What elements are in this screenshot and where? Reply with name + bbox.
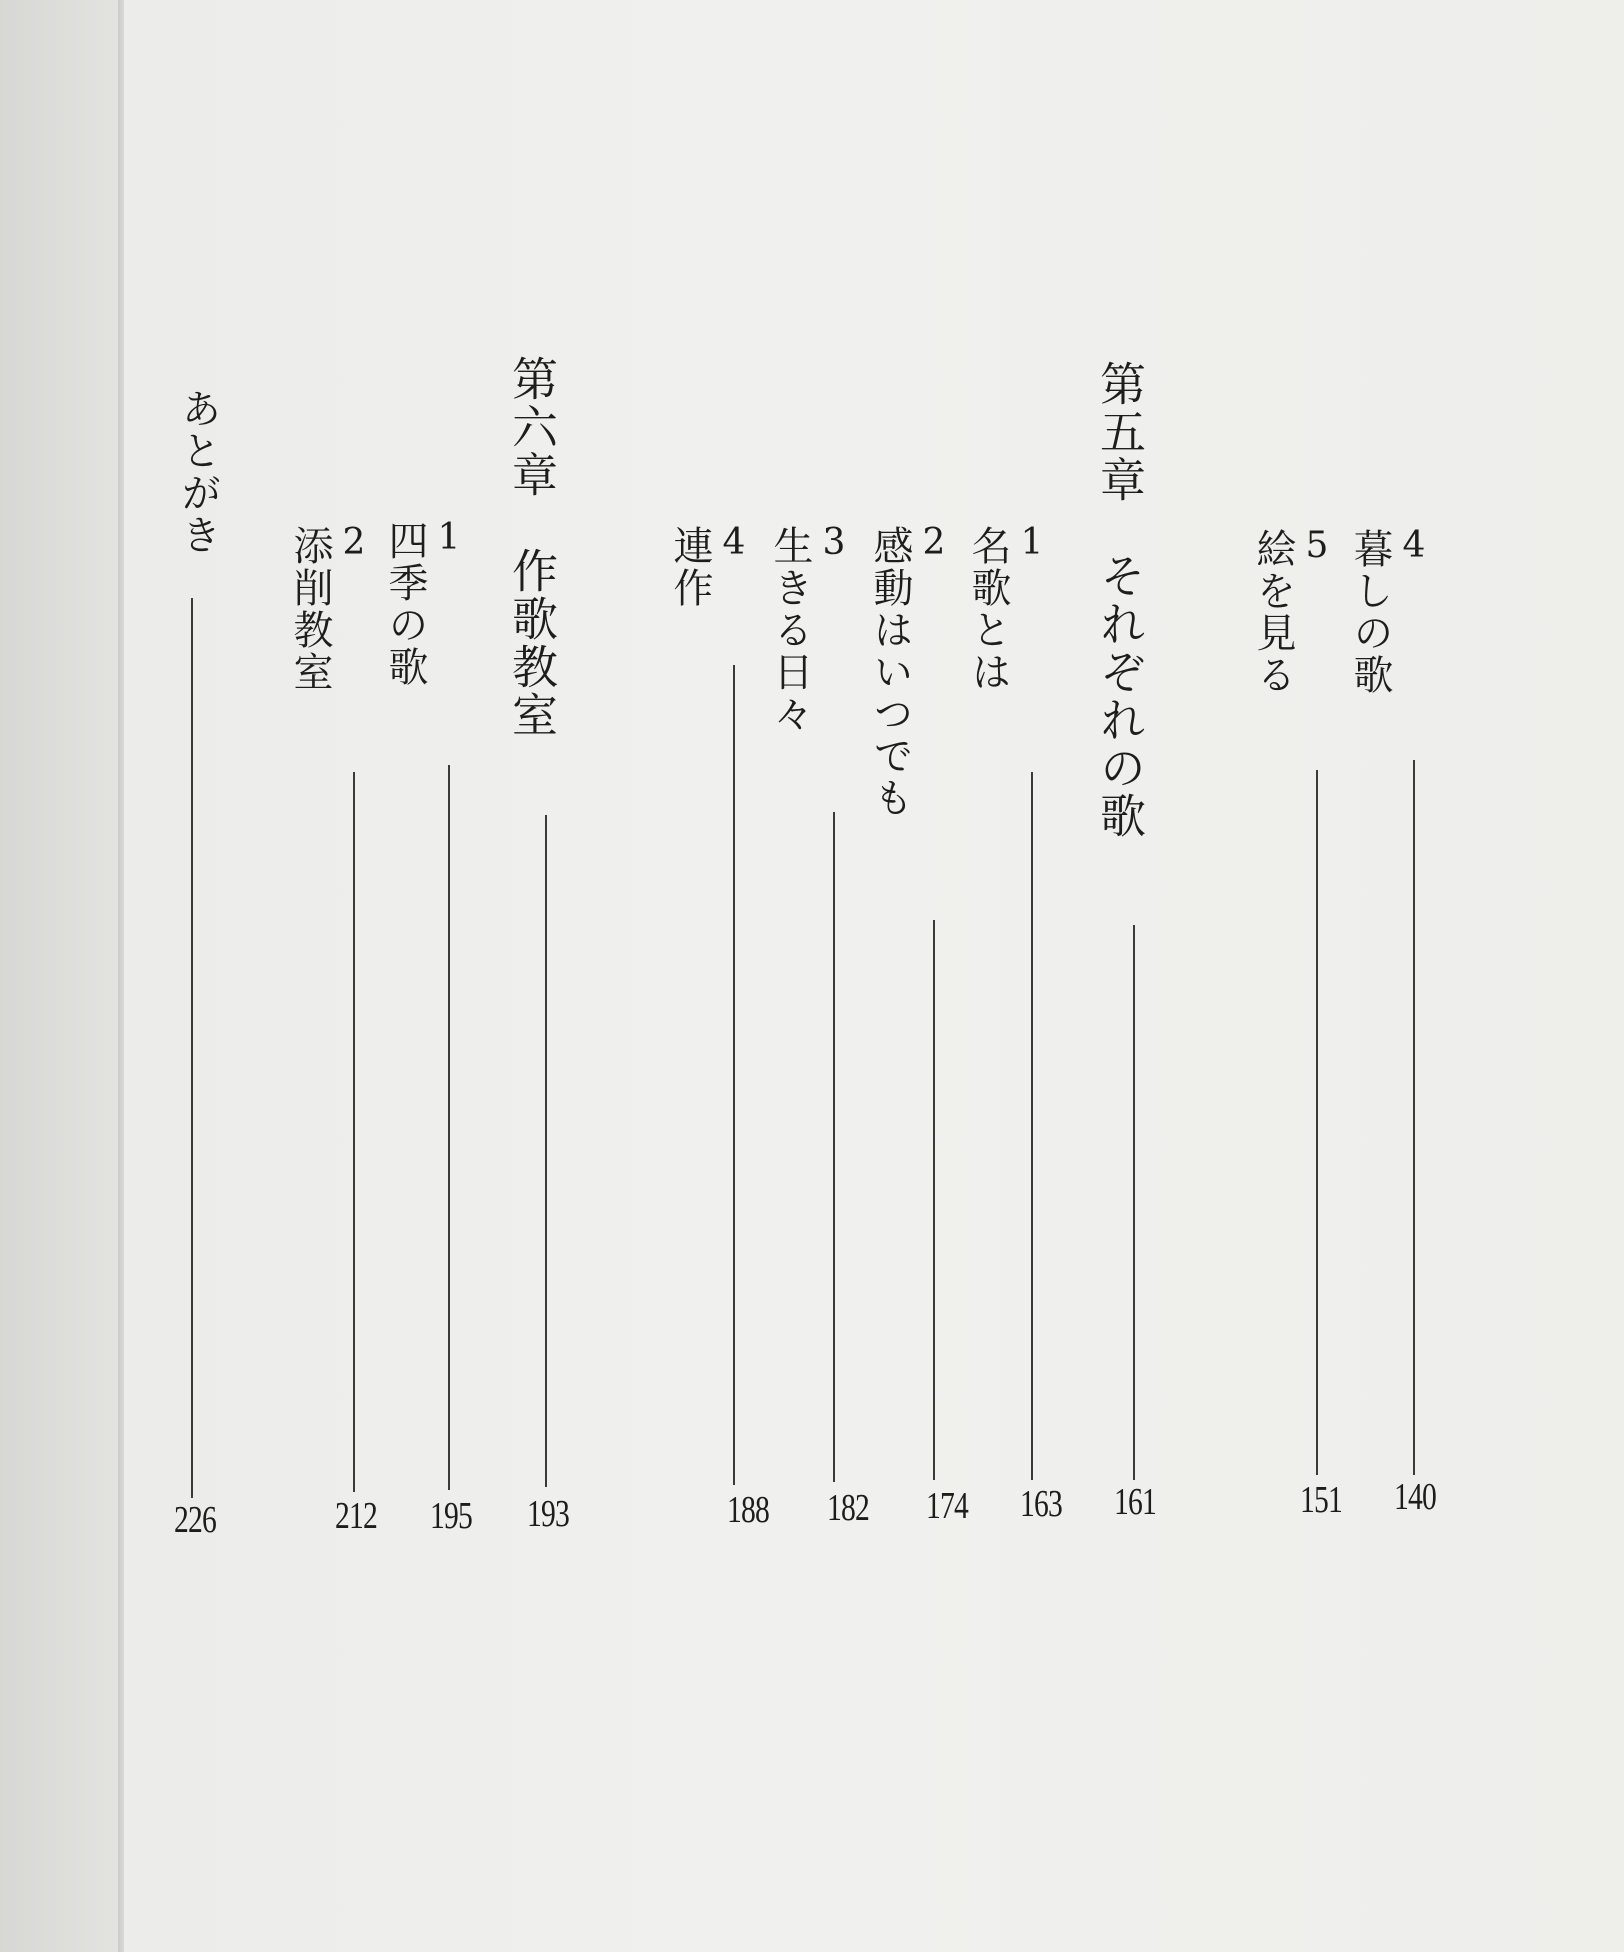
- toc-entry-title: 感動はいつでも: [867, 525, 913, 819]
- toc-page-number: 151: [1299, 1479, 1343, 1521]
- toc-page-number: 140: [1393, 1476, 1437, 1518]
- leader-line: [1031, 772, 1034, 1480]
- toc-page-number: 212: [334, 1495, 378, 1537]
- toc-page-number: 163: [1019, 1483, 1063, 1525]
- toc-entry-tensaku: [287, 522, 380, 693]
- leader-line: [353, 772, 356, 1492]
- toc-entry-number: 1: [437, 517, 463, 558]
- toc-page-number: 182: [826, 1487, 870, 1529]
- chapter-title: 第六章 作歌教室: [505, 355, 559, 739]
- leader-line: [833, 812, 836, 1482]
- toc-entry-kandou: [867, 522, 960, 819]
- toc-entry-shiki: [382, 517, 475, 688]
- toc-entry-number: 2: [922, 522, 948, 563]
- toc-entry-title: あとがき: [175, 388, 221, 556]
- toc-entry-title: 絵を見る: [1250, 528, 1296, 696]
- toc-entry-title: 暮しの歌: [1347, 528, 1393, 696]
- toc-entry-e-wo-miru: [1250, 525, 1343, 696]
- toc-entry-number: 3: [822, 522, 848, 563]
- toc-page-number: 226: [173, 1499, 217, 1541]
- toc-page-number: 174: [925, 1485, 969, 1527]
- toc-entry-title: 四季の歌: [382, 520, 428, 688]
- toc-entry-title: 添削教室: [287, 525, 333, 693]
- toc-entry-title: 生きる日々: [767, 525, 813, 735]
- toc-page-number: 161: [1113, 1481, 1157, 1523]
- leader-line: [1133, 925, 1136, 1480]
- chapter-heading-6: [505, 355, 559, 739]
- toc-entry-number: 2: [342, 522, 368, 563]
- toc-entry-number: 4: [1402, 525, 1428, 566]
- leader-line: [448, 765, 451, 1490]
- toc-entry-number: 4: [722, 522, 748, 563]
- toc-entry-title: 連作: [667, 525, 713, 609]
- toc-page-number: 188: [726, 1489, 770, 1531]
- chapter-heading-5: [1093, 360, 1147, 840]
- toc-page-number: 195: [429, 1495, 473, 1537]
- toc-entry-title: 名歌とは: [965, 525, 1011, 693]
- toc-entry-meika: [965, 522, 1058, 693]
- toc-entry-number: 5: [1305, 525, 1331, 566]
- leader-line: [733, 665, 736, 1485]
- toc-entry-kurashi: [1347, 525, 1440, 696]
- leader-line: [545, 815, 548, 1487]
- chapter-title: 第五章 それぞれの歌: [1093, 360, 1147, 840]
- toc-page-number: 193: [526, 1493, 570, 1535]
- toc-entry-number: 1: [1020, 522, 1046, 563]
- toc-entry-ikiru-hibi: [767, 522, 860, 735]
- leader-line: [1413, 760, 1416, 1475]
- toc-entry-rensaku: [667, 522, 760, 609]
- leader-line: [933, 920, 936, 1480]
- toc-entry-atogaki: [168, 388, 221, 556]
- leader-line: [1316, 770, 1319, 1475]
- leader-line: [191, 598, 194, 1498]
